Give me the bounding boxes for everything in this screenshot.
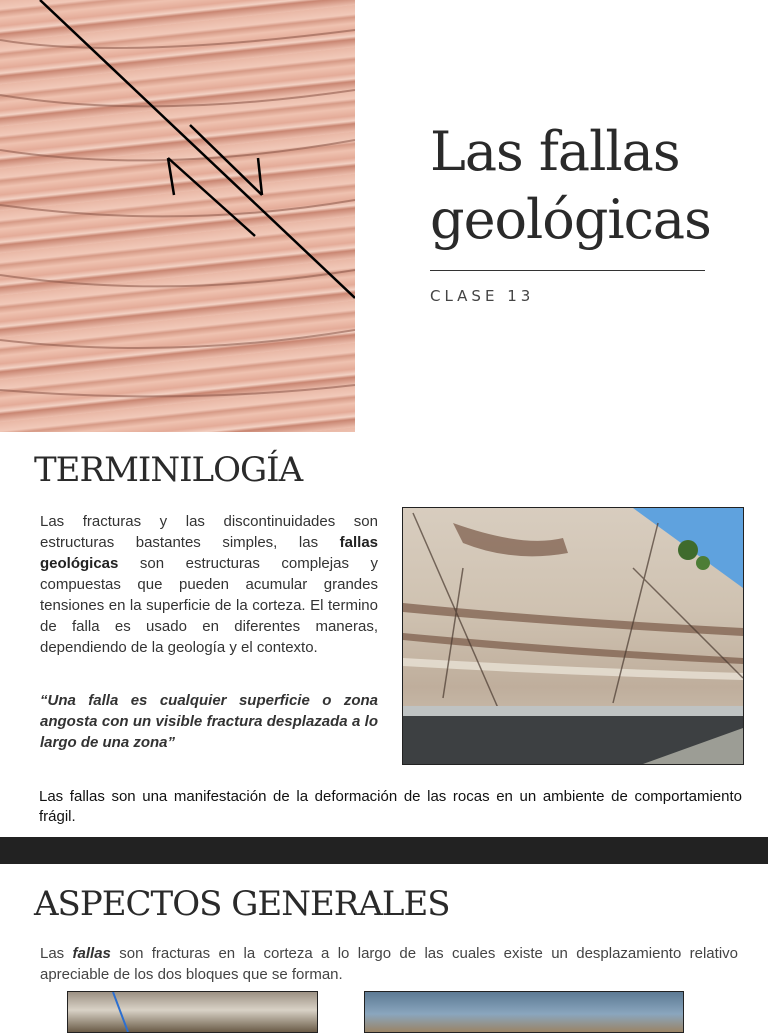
title-line-1: Las fallas	[430, 120, 680, 183]
deformation-paragraph: Las fallas son una manifestación de la deformación de las rocas en un ambiente de comportamiento frágil.	[39, 788, 742, 825]
fault-outcrop-photo	[67, 991, 318, 1033]
terminology-paragraph	[40, 511, 378, 658]
title-line-2: geológicas	[430, 188, 711, 251]
definition-quote: “Una falla es cualquier superficie o zona angosta con un visible fractura desplazada a lo largo de una zona”	[40, 692, 378, 751]
road-cut-illustration	[403, 508, 743, 764]
general-aspects-paragraph	[40, 943, 738, 985]
subtitle: CLASE 13	[430, 287, 535, 305]
outcrop-illustration	[68, 992, 317, 1032]
presentation-title	[430, 118, 750, 254]
para-text: Las fracturas y las discontinuidades son estructuras bastantes simples, las	[40, 513, 378, 551]
fault-rock-photo	[0, 0, 355, 432]
section-heading-terminologia: TERMINILOGÍA	[34, 450, 303, 490]
para-bold-term: fallas geológicas	[40, 534, 378, 572]
landscape-fault-photo	[364, 991, 684, 1033]
fault-line-annotation	[0, 0, 355, 432]
para-text: son estructuras complejas y compuestas que pueden acumular grandes tensiones en la superficie de la corteza. El termino de falla es usado en diferentes maneras, dependiendo de la geología y el contexto.	[40, 555, 378, 656]
title-divider	[430, 270, 705, 271]
section-heading-aspectos-generales: ASPECTOS GENERALES	[34, 884, 450, 924]
para-text: Las	[40, 945, 73, 962]
slide-divider-band	[0, 837, 768, 864]
para-text: son fracturas en la corteza a lo largo de las cuales existe un desplazamiento relativo apreciable de los dos bloques que se forman.	[40, 945, 738, 983]
road-cut-fault-photo	[402, 507, 744, 765]
para-italic-term: fallas	[72, 945, 111, 962]
